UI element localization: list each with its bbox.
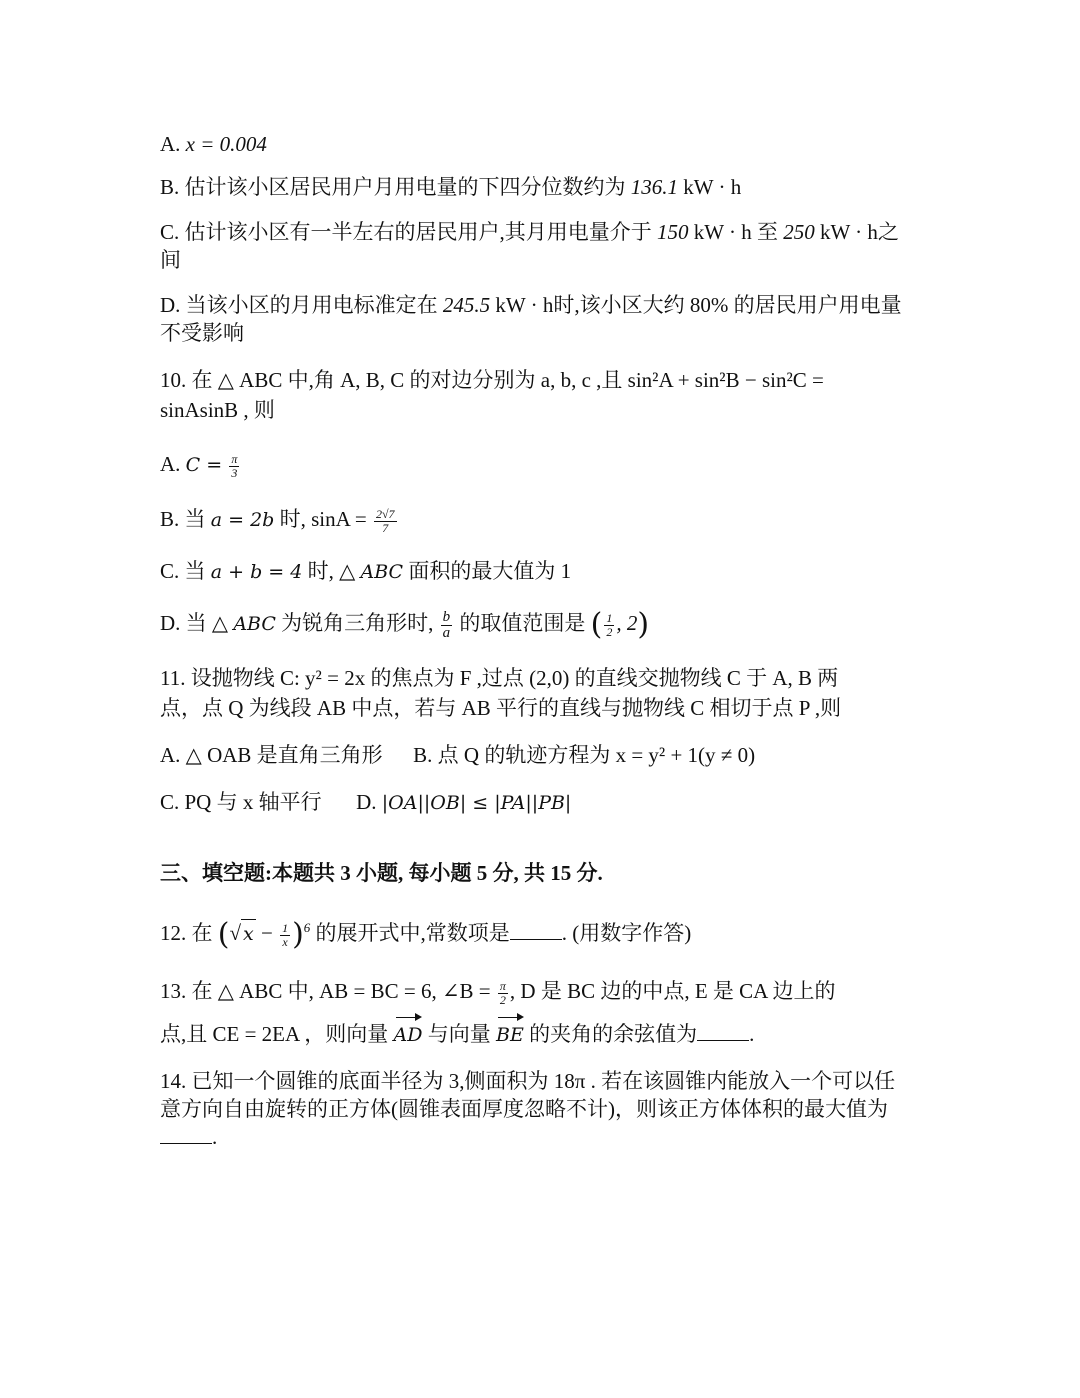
option-d-text: 当该小区的月用电标准定在 [185, 293, 438, 317]
q12 [160, 914, 692, 953]
q9-option-c-line2: 间 [160, 248, 181, 272]
q9-option-a [160, 130, 267, 158]
option-c-value2: 250 [783, 220, 815, 244]
answer-blank [510, 921, 562, 940]
q11-option-c: C. PQ 与 x 轴平行 [160, 790, 322, 814]
q11-option-b: B. 点 Q 的轨迹方程为 x = y² + 1(y ≠ 0) [413, 743, 756, 767]
fraction-denominator: a [442, 624, 451, 641]
option-d-tri: ABC [233, 613, 276, 635]
q11-stem-line2: 点，点 Q 为线段 AB 中点，若与 AB 平行的直线与抛物线 C 相切于点 P ,则 [160, 696, 842, 720]
section-heading: 三、填空题:本题共 3 小题, 每小题 5 分, 共 15 分. [160, 861, 603, 885]
option-c-mid: 至 [756, 220, 778, 244]
option-label: C. [160, 559, 180, 583]
sqrt-sign: √ [229, 921, 241, 945]
paren-open: ( [590, 607, 603, 643]
q13-text2: , D 是 BC 边的中点, E 是 CA 边上的 [509, 979, 836, 1003]
option-label: B. [160, 175, 180, 199]
minus-sign: − [260, 921, 273, 945]
paren-open: ( [217, 917, 230, 953]
q10-option-d [160, 609, 649, 641]
option-b-text: 当 [184, 507, 206, 531]
q13-text4: 与向量 [427, 1022, 491, 1046]
q11-options-ab [160, 741, 755, 769]
q11-options-cd [160, 788, 571, 817]
sqrt-radicand: x [241, 919, 256, 948]
q14-line1: 14. 已知一个圆锥的底面半径为 3,侧面积为 18π . 若在该圆锥内能放入一个可以任 [160, 1069, 896, 1093]
option-c-text3: 面积的最大值为 1 [408, 559, 572, 583]
q10-stem-line2: sinAsinB , 则 [160, 398, 275, 422]
option-d-text3: 的取值范围是 [459, 611, 586, 635]
paren-close: ) [637, 607, 650, 643]
option-d-text2: 时,该小区大约 80% 的居民用户用电量 [553, 293, 902, 317]
option-b-text2: 时, sinA = [279, 507, 367, 531]
option-c-cond: a + b = 4 [210, 561, 303, 583]
option-b-cond: a = 2b [210, 509, 275, 531]
q13-tail: . [749, 1022, 755, 1046]
fraction-numerator: b [442, 608, 451, 625]
option-d-value: 245.5 [442, 293, 491, 317]
answer-blank [697, 1022, 749, 1041]
option-d-unit: kW · h [495, 293, 554, 317]
paren-close: ) [292, 917, 304, 953]
q12-prefix: 12. 在 [160, 921, 213, 945]
q10-option-a [160, 450, 241, 480]
q11-stem: 11. 设抛物线 C: y² = 2x 的焦点为 F ,过点 (2,0) 的直线交抛物线 C 于 A, B 两 [160, 666, 839, 690]
fraction [280, 922, 290, 949]
option-c-unit1: kW · h [693, 220, 752, 244]
q13-text3: 点,且 CE = 2EA ，则向量 [160, 1022, 389, 1046]
exponent: 6 [303, 920, 311, 935]
fraction [604, 612, 614, 639]
vector-ad: AD [394, 1021, 423, 1049]
fraction [374, 508, 397, 535]
fraction-numerator: π [231, 451, 238, 466]
fraction-numerator: 1 [282, 920, 289, 935]
fraction [441, 610, 453, 641]
q9-option-c [160, 218, 899, 246]
q11-option-a: A. △ OAB 是直角三角形 [160, 743, 383, 767]
q14-line2: 意方向自由旋转的正方体(圆锥表面厚度忽略不计)，则该正方体体积的最大值为 [160, 1097, 888, 1121]
option-label: A. [160, 132, 181, 156]
option-label: D. [160, 611, 181, 635]
q14-line3 [160, 1123, 217, 1151]
q10-option-c [160, 557, 571, 586]
option-a-expr: x = 0.004 [185, 132, 267, 156]
option-label: A. [160, 452, 181, 476]
option-c-tri: ABC [360, 561, 404, 583]
fraction [229, 453, 239, 480]
option-c-text: 当 [184, 559, 206, 583]
fraction-denominator: 2 [606, 624, 613, 639]
range-end: , 2 [616, 611, 638, 635]
q13-line2 [160, 1020, 754, 1049]
fraction-denominator: 3 [231, 465, 238, 480]
option-b-value: 136.1 [630, 175, 679, 199]
q9-option-d [160, 291, 902, 319]
fraction-numerator: 1 [606, 610, 613, 625]
q11-option-d-expr: |OA||OB| ≤ |PA||PB| [381, 792, 572, 814]
option-c-value1: 150 [657, 220, 689, 244]
answer-blank [160, 1125, 212, 1144]
option-c-tail: 之 [877, 220, 899, 244]
q13-text5: 的夹角的余弦值为 [529, 1022, 698, 1046]
fraction-numerator: 2√7 [375, 506, 395, 521]
option-c-text2: 时, △ [307, 559, 356, 583]
q12-text: 的展开式中,常数项是 [315, 921, 510, 945]
q10-stem: 10. 在 △ ABC 中,角 A, B, C 的对边分别为 a, b, c ,且 sin²A + sin²B − sin²C = [160, 368, 824, 392]
q13-line1 [160, 977, 835, 1007]
option-c-unit2: kW · h [819, 220, 878, 244]
option-d-text: 当 △ [185, 611, 229, 635]
fraction [498, 980, 508, 1007]
option-label: D. [356, 790, 377, 814]
option-c-text: 估计该小区有一半左右的居民用户,其月用电量介于 [184, 220, 652, 244]
fraction-numerator: π [499, 978, 506, 993]
q10-option-b [160, 505, 399, 535]
option-b-text: 估计该小区居民用户月用电量的下四分位数约为 [184, 175, 626, 199]
q9-option-d-line2: 不受影响 [160, 321, 244, 345]
option-a-lhs: C = [185, 454, 223, 476]
vector-be: BE [496, 1021, 524, 1049]
option-label: D. [160, 293, 181, 317]
fraction-denominator: x [282, 934, 288, 949]
option-label: B. [160, 507, 180, 531]
q13-text: 13. 在 △ ABC 中, AB = BC = 6, ∠B = [160, 979, 491, 1003]
option-label: C. [160, 220, 180, 244]
q14-tail: . [212, 1125, 218, 1149]
q9-option-b [160, 173, 741, 201]
q12-tail: . (用数字作答) [561, 921, 692, 945]
option-d-text2: 为锐角三角形时, [281, 611, 434, 635]
fraction-denominator: 2 [499, 992, 506, 1007]
option-b-unit: kW · h [683, 175, 742, 199]
fraction-denominator: 7 [382, 520, 389, 535]
